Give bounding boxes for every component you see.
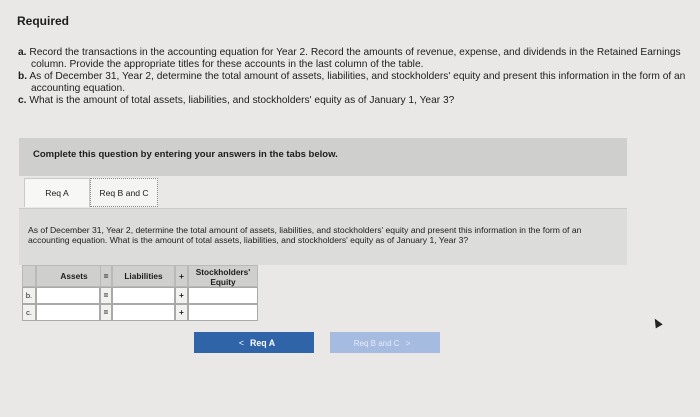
question-panel xyxy=(19,208,627,266)
row-label-header xyxy=(22,265,36,287)
assets-field-c[interactable] xyxy=(39,305,101,320)
complete-question-text: Complete this question by entering your answers in the tabs below. xyxy=(33,149,338,160)
liabilities-header: Liabilities xyxy=(112,265,175,287)
assets-input-c[interactable] xyxy=(36,304,100,321)
tab-req-a[interactable]: Req A xyxy=(24,178,90,207)
equals-header: = xyxy=(100,265,112,287)
liabilities-field-b[interactable] xyxy=(115,288,176,303)
next-req-b-and-c-button[interactable] xyxy=(330,332,440,353)
row-label-c: c. xyxy=(22,304,36,321)
prev-req-a-button[interactable] xyxy=(194,332,314,353)
equity-field-c[interactable] xyxy=(191,305,259,320)
tab-req-b-and-c[interactable]: Req B and C xyxy=(90,178,158,207)
required-heading: Required xyxy=(17,14,70,28)
next-button-label: Req B and C xyxy=(353,339,400,348)
stockholders-equity-header: Stockholders' Equity xyxy=(188,265,258,287)
plus-sign-b: + xyxy=(175,287,188,304)
question-text: As of December 31, Year 2, determine the total amount of assets, liabilities, and stockholders' equity and present this information in the form of an accounting equation. What is the amount of total assets, liabilities, and stockholders' equity as of January 1, Year 3? xyxy=(28,225,582,245)
liabilities-input-c[interactable] xyxy=(112,304,175,321)
liabilities-field-c[interactable] xyxy=(115,305,176,320)
complete-question-bar xyxy=(19,138,627,177)
chevron-right-icon: > xyxy=(405,339,411,348)
mouse-pointer-icon xyxy=(651,317,662,329)
liabilities-input-b[interactable] xyxy=(112,287,175,304)
equity-field-b[interactable] xyxy=(191,288,259,303)
prev-button-label: Req A xyxy=(250,338,276,348)
instruction-c: c. What is the amount of total assets, liabilities, and stockholders' equity as of January 1, Year 3? xyxy=(18,95,455,106)
equals-sign-c: = xyxy=(100,304,112,321)
instruction-a: a. Record the transactions in the accounting equation for Year 2. Record the amounts of revenue, expense, and dividends in the Retained Earnings column. Provide the appropriate titles for these accounts in the last column of the table. xyxy=(18,47,681,70)
equity-input-b[interactable] xyxy=(188,287,258,304)
plus-sign-c: + xyxy=(175,304,188,321)
equity-input-c[interactable] xyxy=(188,304,258,321)
assets-input-b[interactable] xyxy=(36,287,100,304)
plus-header: + xyxy=(175,265,188,287)
instruction-b: b. As of December 31, Year 2, determine the total amount of assets, liabilities, and stockholders' equity and present this information in the form of an accounting equation. xyxy=(18,71,686,94)
chevron-left-icon: < xyxy=(238,338,245,348)
assets-header: Assets xyxy=(36,265,112,287)
row-label-b: b. xyxy=(22,287,36,304)
assets-field-b[interactable] xyxy=(39,288,101,303)
instructions-list xyxy=(18,47,693,107)
equals-sign-b: = xyxy=(100,287,112,304)
